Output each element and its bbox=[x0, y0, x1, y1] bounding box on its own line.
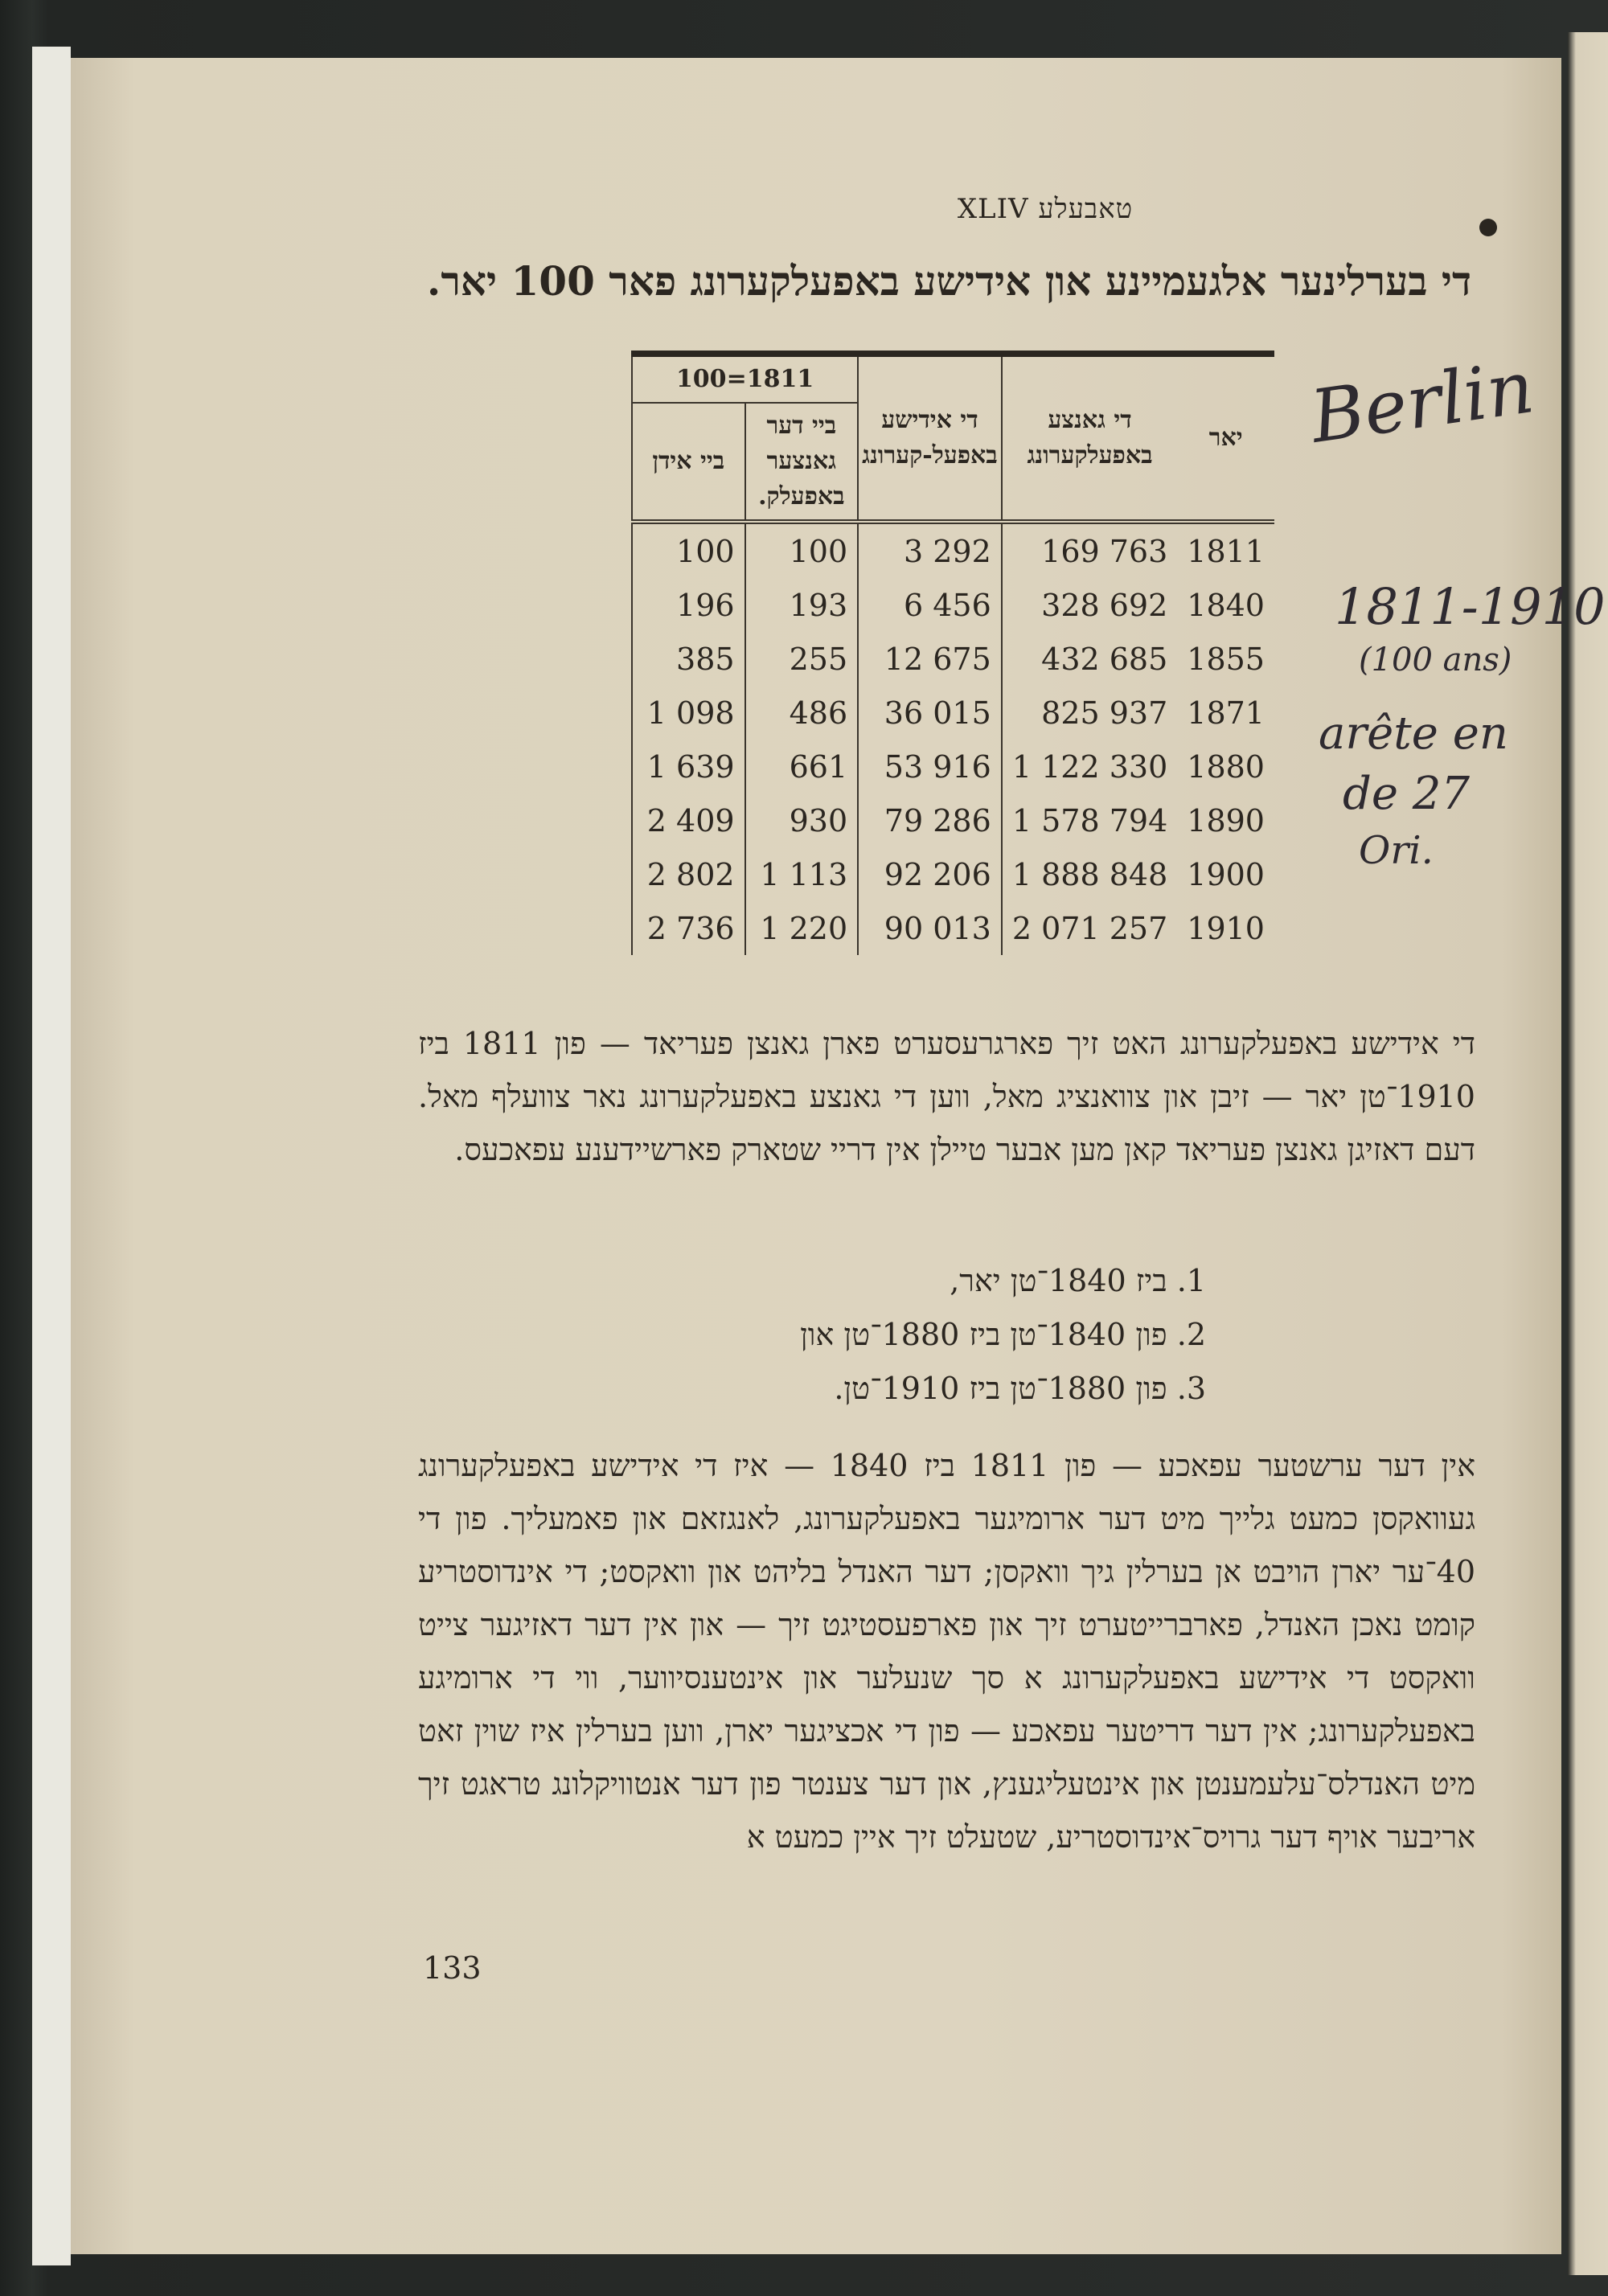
table-row bbox=[632, 632, 1274, 686]
cell-year: 1900 bbox=[1187, 856, 1265, 892]
annotation-line1: arête en bbox=[1319, 707, 1508, 760]
cell-jewish: 6 456 bbox=[858, 578, 1002, 632]
col-jewish-header: די אידישע באפעל-קערונג bbox=[858, 354, 1002, 522]
cell-idx-total: 193 bbox=[745, 578, 859, 632]
table-row bbox=[632, 578, 1274, 632]
epoch-list bbox=[482, 1254, 1206, 1416]
list-item: 3. פון 1880־טן ביז 1910־טן. bbox=[834, 1371, 1206, 1406]
cell-idx-jews: 100 bbox=[632, 522, 745, 578]
next-page-edge bbox=[1568, 32, 1608, 2275]
cell-idx-jews: 1 639 bbox=[632, 740, 745, 793]
group-header: 1811=100 bbox=[632, 354, 858, 403]
cell-total: 825 937 bbox=[1002, 686, 1178, 740]
cell-jewish: 53 916 bbox=[858, 740, 1002, 793]
table-row bbox=[632, 847, 1274, 901]
cell-idx-total: 255 bbox=[745, 632, 859, 686]
list-item: 2. פון 1840־טן ביז 1880־טן און bbox=[800, 1317, 1206, 1352]
col-year-header: יאר bbox=[1177, 354, 1274, 522]
cell-jewish: 12 675 bbox=[858, 632, 1002, 686]
population-table bbox=[631, 351, 1274, 955]
col-idx-total-header: ביי דער גאנצער באפעלק. bbox=[745, 403, 859, 522]
cell-year: 1855 bbox=[1187, 641, 1265, 677]
cell-idx-total: 1 113 bbox=[745, 847, 859, 901]
cell-total: 169 763 bbox=[1002, 522, 1178, 578]
cell-idx-jews: 2 409 bbox=[632, 793, 745, 847]
cover-edge bbox=[32, 47, 71, 2265]
cell-total: 1 888 848 bbox=[1002, 847, 1178, 901]
table-row bbox=[632, 793, 1274, 847]
cell-jewish: 3 292 bbox=[858, 522, 1002, 578]
paragraph-1: די אידישע באפעלקערונג האט זיך פארגרעסערט פארן גאנצן פעריאד — פון 1811 ביז 1910־טן יאר — זיבן און צוואנציג מאל, ווען די גאנצע באפעלקערונג נאר צוועלף מאל. דעם דאזיגן גאנצן פעריאד קאן מען אבער טיילן אין דריי שטארק פארשיידענע עפאכעס. bbox=[418, 1026, 1475, 1167]
cell-idx-jews: 2 802 bbox=[632, 847, 745, 901]
cell-total: 1 122 330 bbox=[1002, 740, 1178, 793]
annotation-line3: Ori. bbox=[1359, 828, 1434, 873]
paragraph-2: אין דער ערשטער עפאכע — פון 1811 ביז 1840 — איז די אידישע באפעלקערונג געוואקסן כמעט גלייך מיט דער ארומיגער באפעלקערונג, לאנגזאם און פאמעליך. פון די 40־ער יארן הויבט אן בערלין גיך וואקסן; דער האנדל בליהט און וואקסט; די אינדוסטריע קומט נאכן האנדל, פארברייטערט זיך און פארפעסטיגט זיך — און אין דער דאזיגער צייט וואקסט די אידישע באפעלקערונג א סך שנעלער און אינטענסיווער, ווי די ארומיגע באפעלקערונג; אין דער דריטער עפאכע — פון די אכציגער יארן, ווען בערלין איז שוין זאט מיט האנדלס־עלעמענטן און אינטעליגענץ, און דער צענטר פון דער אנטוויקלונג טראגט זיך אריבער אויף דער גרויס־אינדוסטריע, שטעלט זיך איין כמעט א bbox=[418, 1448, 1476, 1855]
cell-idx-total: 100 bbox=[745, 522, 859, 578]
cell-idx-total: 930 bbox=[745, 793, 859, 847]
table-header-row bbox=[632, 354, 1274, 403]
table-row bbox=[632, 901, 1274, 955]
table-header-label: XLIV טאבעלע bbox=[957, 193, 1134, 225]
cell-idx-jews: 2 736 bbox=[632, 901, 745, 955]
annotation-line2: de 27 bbox=[1343, 768, 1471, 820]
cell-idx-total: 1 220 bbox=[745, 901, 859, 955]
col-idx-jews-header: ביי אידן bbox=[632, 403, 745, 522]
cell-jewish: 36 015 bbox=[858, 686, 1002, 740]
cell-total: 1 578 794 bbox=[1002, 793, 1178, 847]
cell-jewish: 92 206 bbox=[858, 847, 1002, 901]
cell-year: 1910 bbox=[1187, 910, 1265, 946]
cell-jewish: 79 286 bbox=[858, 793, 1002, 847]
cell-year: 1840 bbox=[1187, 587, 1265, 623]
table-row bbox=[632, 522, 1274, 578]
table-body bbox=[632, 522, 1274, 955]
cell-idx-jews: 385 bbox=[632, 632, 745, 686]
page-number: 133 bbox=[423, 1950, 482, 1986]
cell-idx-jews: 1 098 bbox=[632, 686, 745, 740]
table-row bbox=[632, 740, 1274, 793]
annotation-berlin: Berlin bbox=[1306, 345, 1539, 460]
cell-total: 328 692 bbox=[1002, 578, 1178, 632]
cell-year: 1890 bbox=[1187, 802, 1265, 838]
cell-idx-total: 661 bbox=[745, 740, 859, 793]
cell-idx-jews: 196 bbox=[632, 578, 745, 632]
col-total-header: די גאנצע באפעלקערונג bbox=[1002, 354, 1178, 522]
cell-total: 2 071 257 bbox=[1002, 901, 1178, 955]
annotation-years: (100 ans) bbox=[1359, 642, 1512, 679]
cell-jewish: 90 013 bbox=[858, 901, 1002, 955]
cell-year: 1811 bbox=[1187, 533, 1265, 569]
table-row bbox=[632, 686, 1274, 740]
cell-idx-total: 486 bbox=[745, 686, 859, 740]
page-title: די בערלינער אלגעמיינע און אידישע באפעלקערונג פאר 100 יאר. bbox=[426, 257, 1471, 305]
annotation-range: 1811-1910 bbox=[1335, 577, 1606, 636]
cell-year: 1880 bbox=[1187, 748, 1265, 785]
ink-dot bbox=[1479, 219, 1497, 236]
cell-year: 1871 bbox=[1187, 695, 1265, 731]
cell-total: 432 685 bbox=[1002, 632, 1178, 686]
list-item: 1. ביז 1840־טן יאר, bbox=[950, 1263, 1206, 1298]
